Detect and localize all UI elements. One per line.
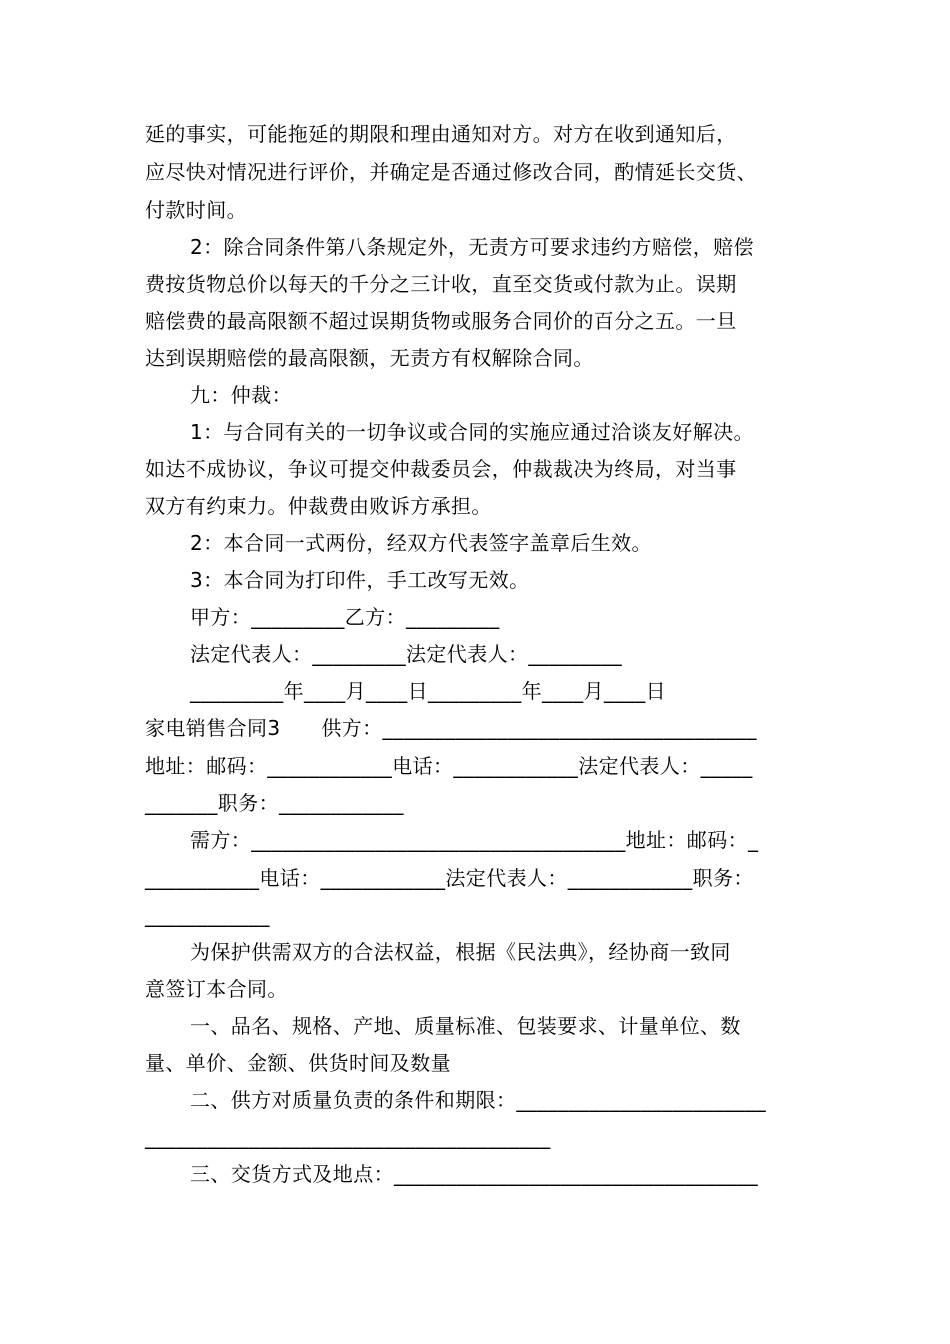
text-line: 应尽快对情况进行评价，并确定是否通过修改合同，酌情延长交货、 <box>145 160 757 184</box>
section-heading: 二、供方对质量负责的条件和期限：________________________ <box>190 1088 766 1112</box>
text-line: 1：与合同有关的一切争议或合同的实施应通过洽谈友好解决。 <box>190 420 754 444</box>
text-line: 2：本合同一式两份，经双方代表签字盖章后生效。 <box>190 531 652 555</box>
text-line: 需方：____________________________________地址：邮码：_ <box>190 828 759 852</box>
text-line: 赔偿费的最高限额不超过误期货物或服务合同价的百分之五。一旦 <box>145 309 737 333</box>
text-line: 延的事实，可能拖延的期限和理由通知对方。对方在收到通知后， <box>145 122 737 146</box>
text-line: 费按货物总价以每天的千分之三计收，直至交货或付款为止。误期 <box>145 272 737 296</box>
contract-title-line: 家电销售合同3 供方：____________________________________ <box>145 716 757 740</box>
text-line: 如达不成协议，争议可提交仲裁委员会，仲裁裁决为终局，对当事 <box>145 457 737 481</box>
section-heading: 一、品名、规格、产地、质量标准、包装要求、计量单位、数 <box>190 1014 741 1038</box>
text-line: 付款时间。 <box>145 198 247 222</box>
date-line: _________年____月____日_________年____月____日 <box>190 679 666 703</box>
text-line: 3：本合同为打印件，手工改写无效。 <box>190 568 530 592</box>
text-line: 意签订本合同。 <box>145 977 288 1001</box>
section-heading: 三、交货方式及地点：___________________________________ <box>190 1162 758 1186</box>
text-line: 达到误期赔偿的最高限额，无责方有权解除合同。 <box>145 346 594 370</box>
text-line: _______________________________________ <box>145 1125 551 1149</box>
text-line: 地址：邮码：____________电话：____________法定代表人：_____ <box>145 754 753 778</box>
signature-line: 法定代表人：_________法定代表人：_________ <box>190 642 622 666</box>
text-line: 双方有约束力。仲裁费由败诉方承担。 <box>145 494 492 518</box>
text-line: ___________电话：____________法定代表人：____________职务： <box>145 866 754 890</box>
signature-line: 甲方：_________乙方：_________ <box>190 605 500 629</box>
text-line: _______职务：____________ <box>145 791 404 815</box>
section-heading: 九：仲裁： <box>190 383 292 407</box>
text-line: 为保护供需双方的合法权益，根据《民法典》，经协商一致同 <box>190 940 731 964</box>
text-line: ____________ <box>145 903 270 927</box>
text-line: 量、单价、金额、供货时间及数量 <box>145 1051 451 1075</box>
text-line: 2：除合同条件第八条规定外，无责方可要求违约方赔偿，赔偿 <box>190 235 754 259</box>
